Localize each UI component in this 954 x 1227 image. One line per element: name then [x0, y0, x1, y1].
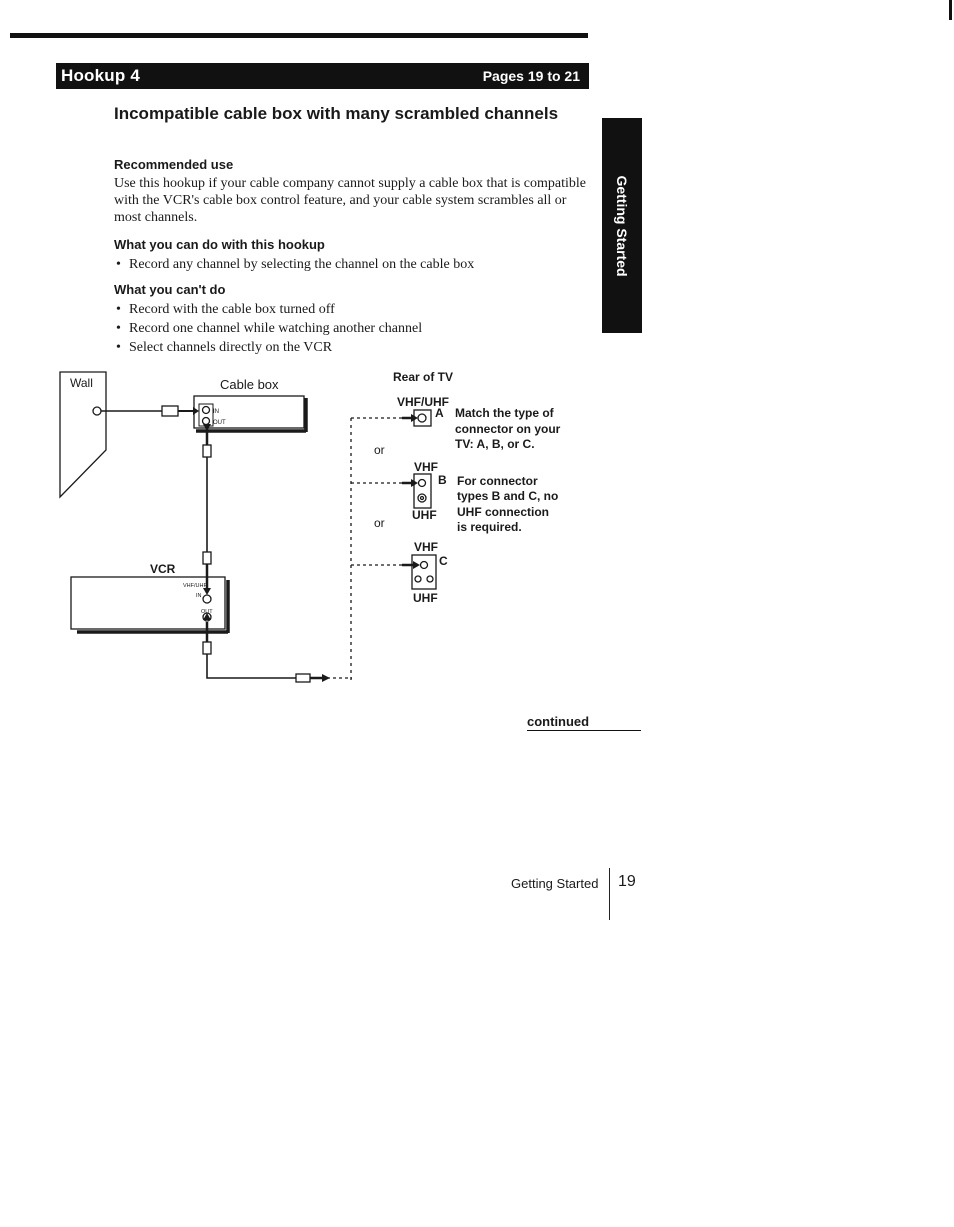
- footer-divider: [609, 868, 610, 920]
- or-label: or: [374, 443, 385, 457]
- cable-plug-icon: [203, 552, 211, 564]
- recommended-use-text: Use this hookup if your cable company cannot supply a cable box that is compatible with the VCR's cable box control feature, and your cable system scrambles all or most channels.: [114, 176, 586, 225]
- note-b-line: UHF connection: [457, 505, 549, 519]
- cable-box-in-jack-icon: [203, 407, 210, 414]
- list-item: • Select channels directly on the VCR: [114, 338, 422, 357]
- wall-shape: [60, 372, 106, 497]
- cable-plug-icon: [203, 642, 211, 654]
- cable-box-out-jack-icon: [203, 418, 210, 425]
- rear-of-tv-label: Rear of TV: [393, 370, 454, 384]
- cable-box-label: Cable box: [220, 377, 279, 392]
- can-do-heading: What you can do with this hookup: [114, 237, 325, 252]
- chapter-tab-label: Getting Started: [614, 174, 630, 277]
- footer-section-name: Getting Started: [511, 876, 599, 891]
- connector-c-icon: [412, 555, 436, 589]
- note-b-line: For connector: [457, 474, 538, 488]
- vcr-port-label: VHF/UHF: [183, 583, 207, 589]
- list-item: • Record with the cable box turned off: [114, 300, 422, 319]
- connector-b-uhf-label: UHF: [412, 508, 437, 522]
- note-b-line: types B and C, no: [457, 489, 559, 503]
- vcr-label: VCR: [150, 562, 176, 576]
- connector-c-uhf-label: UHF: [413, 591, 438, 605]
- connector-c-vhf-label: VHF: [414, 540, 438, 554]
- recommended-use-heading: Recommended use: [114, 157, 234, 172]
- connector-c-letter: C: [439, 554, 448, 568]
- list-item: • Record one channel while watching another channel: [114, 319, 422, 338]
- note-a-line: connector on your: [455, 422, 561, 436]
- vcr-out-label: OUT: [201, 609, 213, 615]
- cable-box-out-label: OUT: [213, 420, 226, 426]
- page-range: Pages 19 to 21: [482, 68, 580, 84]
- section-title: Incompatible cable box with many scrambled channels: [114, 104, 559, 123]
- connector-b-vhf-label: VHF: [414, 460, 438, 474]
- wall-outlet-icon: [93, 407, 101, 415]
- connector-a-title: VHF/UHF: [397, 395, 449, 409]
- vcr-in-label: IN: [196, 593, 202, 599]
- connector-a-letter: A: [435, 406, 444, 420]
- continued-label: continued: [527, 714, 641, 731]
- connector-b-letter: B: [438, 473, 447, 487]
- note-b-line: is required.: [457, 520, 522, 534]
- cable-box-in-label: IN: [213, 409, 219, 415]
- cable-plug-icon: [203, 445, 211, 457]
- or-label: or: [374, 516, 385, 530]
- page-number: 19: [618, 873, 636, 890]
- wall-label: Wall: [70, 376, 93, 390]
- note-a-line: Match the type of: [455, 406, 554, 420]
- list-item: • Record any channel by selecting the channel on the cable box: [114, 255, 474, 274]
- hookup-title: Hookup 4: [61, 66, 141, 85]
- cant-do-heading: What you can't do: [114, 282, 226, 297]
- vcr-in-jack-icon: [203, 595, 211, 603]
- cable-plug-icon: [296, 674, 310, 682]
- cable-box-shape: [194, 396, 304, 428]
- note-a-line: TV: A, B, or C.: [455, 437, 535, 451]
- cable-plug-icon: [162, 406, 178, 416]
